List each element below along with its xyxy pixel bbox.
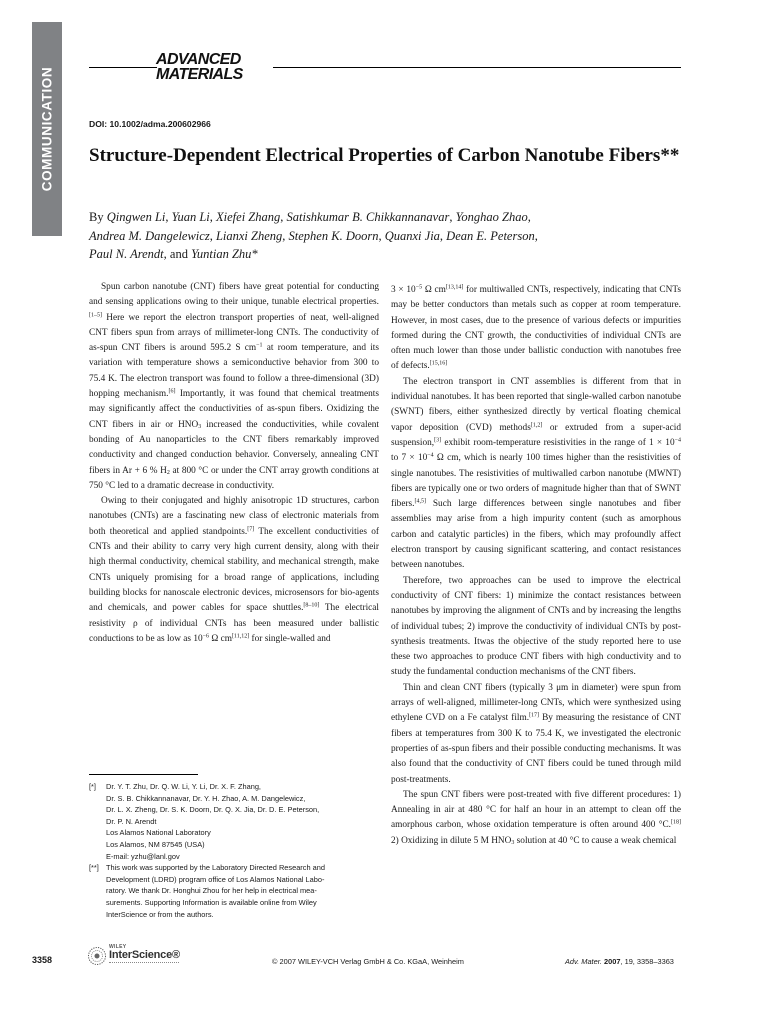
body-column-left	[89, 280, 379, 647]
logo-interscience-text: InterScience®	[109, 949, 180, 961]
citation-ref: [7]	[247, 526, 255, 533]
citation-ref: [4,5]	[414, 498, 426, 505]
footnote-line: surements. Supporting Information is available online from Wiley	[106, 897, 317, 907]
footnote-line: Dr. Y. T. Zhu, Dr. Q. W. Li, Y. Li, Dr. X. F. Zhang,	[106, 782, 261, 791]
citation-journal: Adv. Mater.	[565, 957, 602, 966]
footnote-rule	[89, 774, 198, 775]
citation-ref: [17]	[529, 712, 540, 719]
footnote-line: InterScience or from the authors.	[106, 909, 214, 919]
author-name: Stephen K. Doorn	[288, 228, 379, 243]
footnote-mark: [*]	[89, 782, 96, 791]
copyright-notice: © 2007 WILEY-VCH Verlag GmbH & Co. KGaA, Weinheim	[272, 957, 464, 966]
author-name: Quanxi Jia	[384, 228, 440, 243]
page-number: 3358	[32, 955, 53, 965]
citation-ref: [18]	[671, 819, 681, 826]
author-name: Lianxi Zheng	[215, 228, 283, 243]
citation-ref: [13,14]	[445, 284, 464, 291]
footnote-line: Development (LDRD) program office of Los Alamos National Labo-	[106, 874, 325, 884]
section-tab-label: COMMUNICATION	[39, 66, 55, 192]
interscience-logo-icon	[87, 946, 107, 966]
logo-tagline-dots	[109, 962, 179, 965]
article-title: Structure-Dependent Electrical Properties of Carbon Nanotube Fibers**	[89, 145, 680, 166]
doi: DOI: 10.1002/adma.200602966	[89, 119, 211, 129]
author-name: Yuan Li	[171, 210, 210, 224]
footnote-line: Los Alamos, NM 87545 (USA)	[106, 839, 205, 849]
body-column-right	[391, 283, 681, 849]
logo-wiley-text: WILEY	[109, 944, 127, 950]
paragraph: $3 \times 10^{-5}$ Ω cm[13,14] for multiwalled CNTs, respectively, indicating that CNTs may be better conductors than metals such as copper at room temperature. However, in most cases, due to the presence of various defects or impurities formed during the CNT growth, the conductivities of individual CNTs are often much lower than those under ballistic conduction with nanotubes free of defects.[15,16]	[391, 284, 681, 372]
byline-prefix: By	[89, 210, 107, 224]
paragraph: Spun carbon nanotube (CNT) fibers have great potential for conducting and sensing applications owing to their unique, tunable electrical properties.[1–5] Here we report the electron transport properties of neat, well-aligned CNT fibers spun from arrays of millimeter-long CNTs. The conductivity of as-spun CNT fibers is around 595.2 S $cm^{-1}$ at room temperature, and its variation with temperature shows a semiconductive behavior from 300 to 75.4 K. The electron transport was found to follow a three-dimensional (3D) hopping mechanism.[6] Importantly, it was found that chemical treatments may significantly affect the conductivities of as-spun fibers. Oxidizing the CNT fibers in air or $HNO_3$ increased the conductivities, while covalent bonding of Au nanoparticles to the CNT fibers remarkably improved conductivity and changed conduction behavior. Conversely, annealing CNT fibers in Ar + 6 % $H_2$ at 800 °C or under the CNT array growth conditions at 750 °C led to a dramatic decrease in conductivity.	[89, 282, 379, 491]
interscience-logo[interactable]	[87, 944, 182, 966]
author-name: Dean E. Peterson	[446, 228, 535, 243]
footnote-acknowledgment	[89, 862, 379, 920]
citation-year: 2007	[604, 957, 621, 966]
author-name: Yonghao Zhao	[455, 210, 528, 224]
footnote-line: Los Alamos National Laboratory	[106, 828, 211, 838]
header-rule-left	[89, 67, 157, 68]
citation-ref: [1,2]	[530, 422, 543, 429]
footnotes	[89, 781, 379, 920]
citation-volume-pages: , 19, 3358–3363	[620, 957, 674, 966]
paragraph: The electron transport in CNT assemblies is different from that in individual nanotubes. It has been reported that single-walled carbon nanotube (SWNT) fibers, either synthesized directly by vertical floating chemical vapor deposition (CVD) methods[1,2] or extruded from a super-acid suspension,[3] exhibit room-temperature resistivities in the range of $1 \times 10^{-4}$ to $7 \times 10^{-4}$ Ω cm, which is nearly 100 times higher than the resistivities of single nanotubes. The resistivities of multiwalled carbon nanotube (MWNT) fibers are typically one or two orders of magnitude higher than that of SWNT fibers.[4,5] Such large differences between single nanotubes and fiber assemblies may arise from a high impurity content (such as amorphous carbon and catalytic particles) in the fibers, which may profoundly affect electron transport by causing significant scattering, and contact resistances between nanotubes.	[391, 376, 681, 571]
citation-ref: [6]	[168, 388, 176, 395]
author-email[interactable]: E-mail: yzhu@lanl.gov	[106, 851, 180, 861]
citation-ref: [3]	[434, 437, 442, 444]
author-byline: By Qingwen Li, Yuan Li, Xiefei Zhang, Satishkumar B. Chikkannanavar, Yonghao Zhao, Andrea M. Dangelewicz, Lianxi Zheng, Stephen K. Doorn, Quanxi Jia, Dean E. Peterson, Paul N. Arendt, and Yuntian Zhu*	[89, 210, 538, 261]
paragraph: Thin and clean CNT fibers (typically 3 μm in diameter) were spun from arrays of well-aligned, millimeter-long CNTs, which were synthesized using ethylene CVD on a Fe catalyst film.[17] By measuring the resistance of CNT fibers at temperatures from 300 K to 75.4 K, we investigated the electronic properties of as-spun fibers and their possible conducting mechanisms. It was also found that the conductivity of CNT fibers could be tuned through mild post-treatments.	[391, 682, 681, 785]
byline-conjunction: and	[169, 247, 188, 261]
footnote-affiliation	[89, 781, 379, 862]
journal-logo-line1: ADVANCED	[156, 51, 241, 68]
citation-ref: [11,12]	[231, 633, 250, 640]
journal-logo	[156, 52, 274, 82]
author-name: Satishkumar B. Chikkannanavar	[286, 210, 450, 224]
author-name: Xiefei Zhang	[216, 210, 281, 224]
footnote-line: ratory. We thank Dr. Honghui Zhou for her help in electrical mea-	[106, 886, 317, 896]
author-name: Andrea M. Dangelewicz	[89, 228, 210, 243]
citation-ref: [8–10]	[303, 602, 320, 609]
footnote-mark: [**]	[89, 863, 99, 873]
author-name: Yuntian Zhu*	[191, 247, 258, 261]
footnote-line: Dr. S. B. Chikkannanavar, Dr. Y. H. Zhao, A. M. Dangelewicz,	[106, 793, 306, 803]
paragraph: Therefore, two approaches can be used to improve the electrical conductivity of CNT fibers: 1) minimize the contact resistances between nanotubes by improving the alignment of CNTs and by increasing the lengths of individual tubes; 2) improve the conductivity of individual CNTs by post-synthesis treatments. Itwas the objective of the study reported here to use these two approaches to produce CNT fibers with high conductivity and to study the fundamental conduction mechanisms of the CNT fibers.	[391, 575, 681, 678]
section-tab	[32, 22, 62, 236]
footnote-line: Dr. L. X. Zheng, Dr. S. K. Doorn, Dr. Q. X. Jia, Dr. D. E. Peterson,	[106, 805, 320, 815]
paragraph: Owing to their conjugated and highly anisotropic 1D structures, carbon nanotubes (CNTs) are a fascinating new class of electronic materials from both theoretical and applied standpoints.[7] The excellent conductivities of CNTs and their ability to carry very high current density, along with their high thermal conductivity, chemical stability, and mechanical strength, make CNTs uniquely promising for a broad range of applications, including building blocks for nanoscale electronic devices, microsensors for bio-agents and chemicals, and power cables for space shuttles.[8–10] The electrical resistivity ρ of individual CNTs has been measured under ballistic conductions to be as low as $10^{-6}$ Ω cm[11,12] for single-walled and	[89, 496, 380, 644]
author-name: Paul N. Arendt	[89, 247, 164, 261]
citation-ref: [15,16]	[429, 360, 448, 367]
journal-logo-line2: MATERIALS	[156, 66, 243, 83]
footnote-line: Dr. P. N. Arendt	[106, 816, 157, 826]
journal-citation	[565, 957, 674, 966]
author-name: Qingwen Li	[106, 210, 166, 224]
header-rule-right	[273, 67, 681, 68]
citation-ref: [1–5]	[89, 312, 102, 319]
footnote-line: This work was supported by the Laboratory Directed Research and	[106, 863, 325, 873]
paragraph: The spun CNT fibers were post-treated with five different procedures: 1) Annealing in air at 480 °C for half an hour in an attempt to clean off the amorphous carbon, whose oxidation temperature is often around 400 °C.[18] 2) Oxidizing in dilute 5 M $HNO_3$ solution at 40 °C to cause a weak chemical	[391, 789, 681, 846]
